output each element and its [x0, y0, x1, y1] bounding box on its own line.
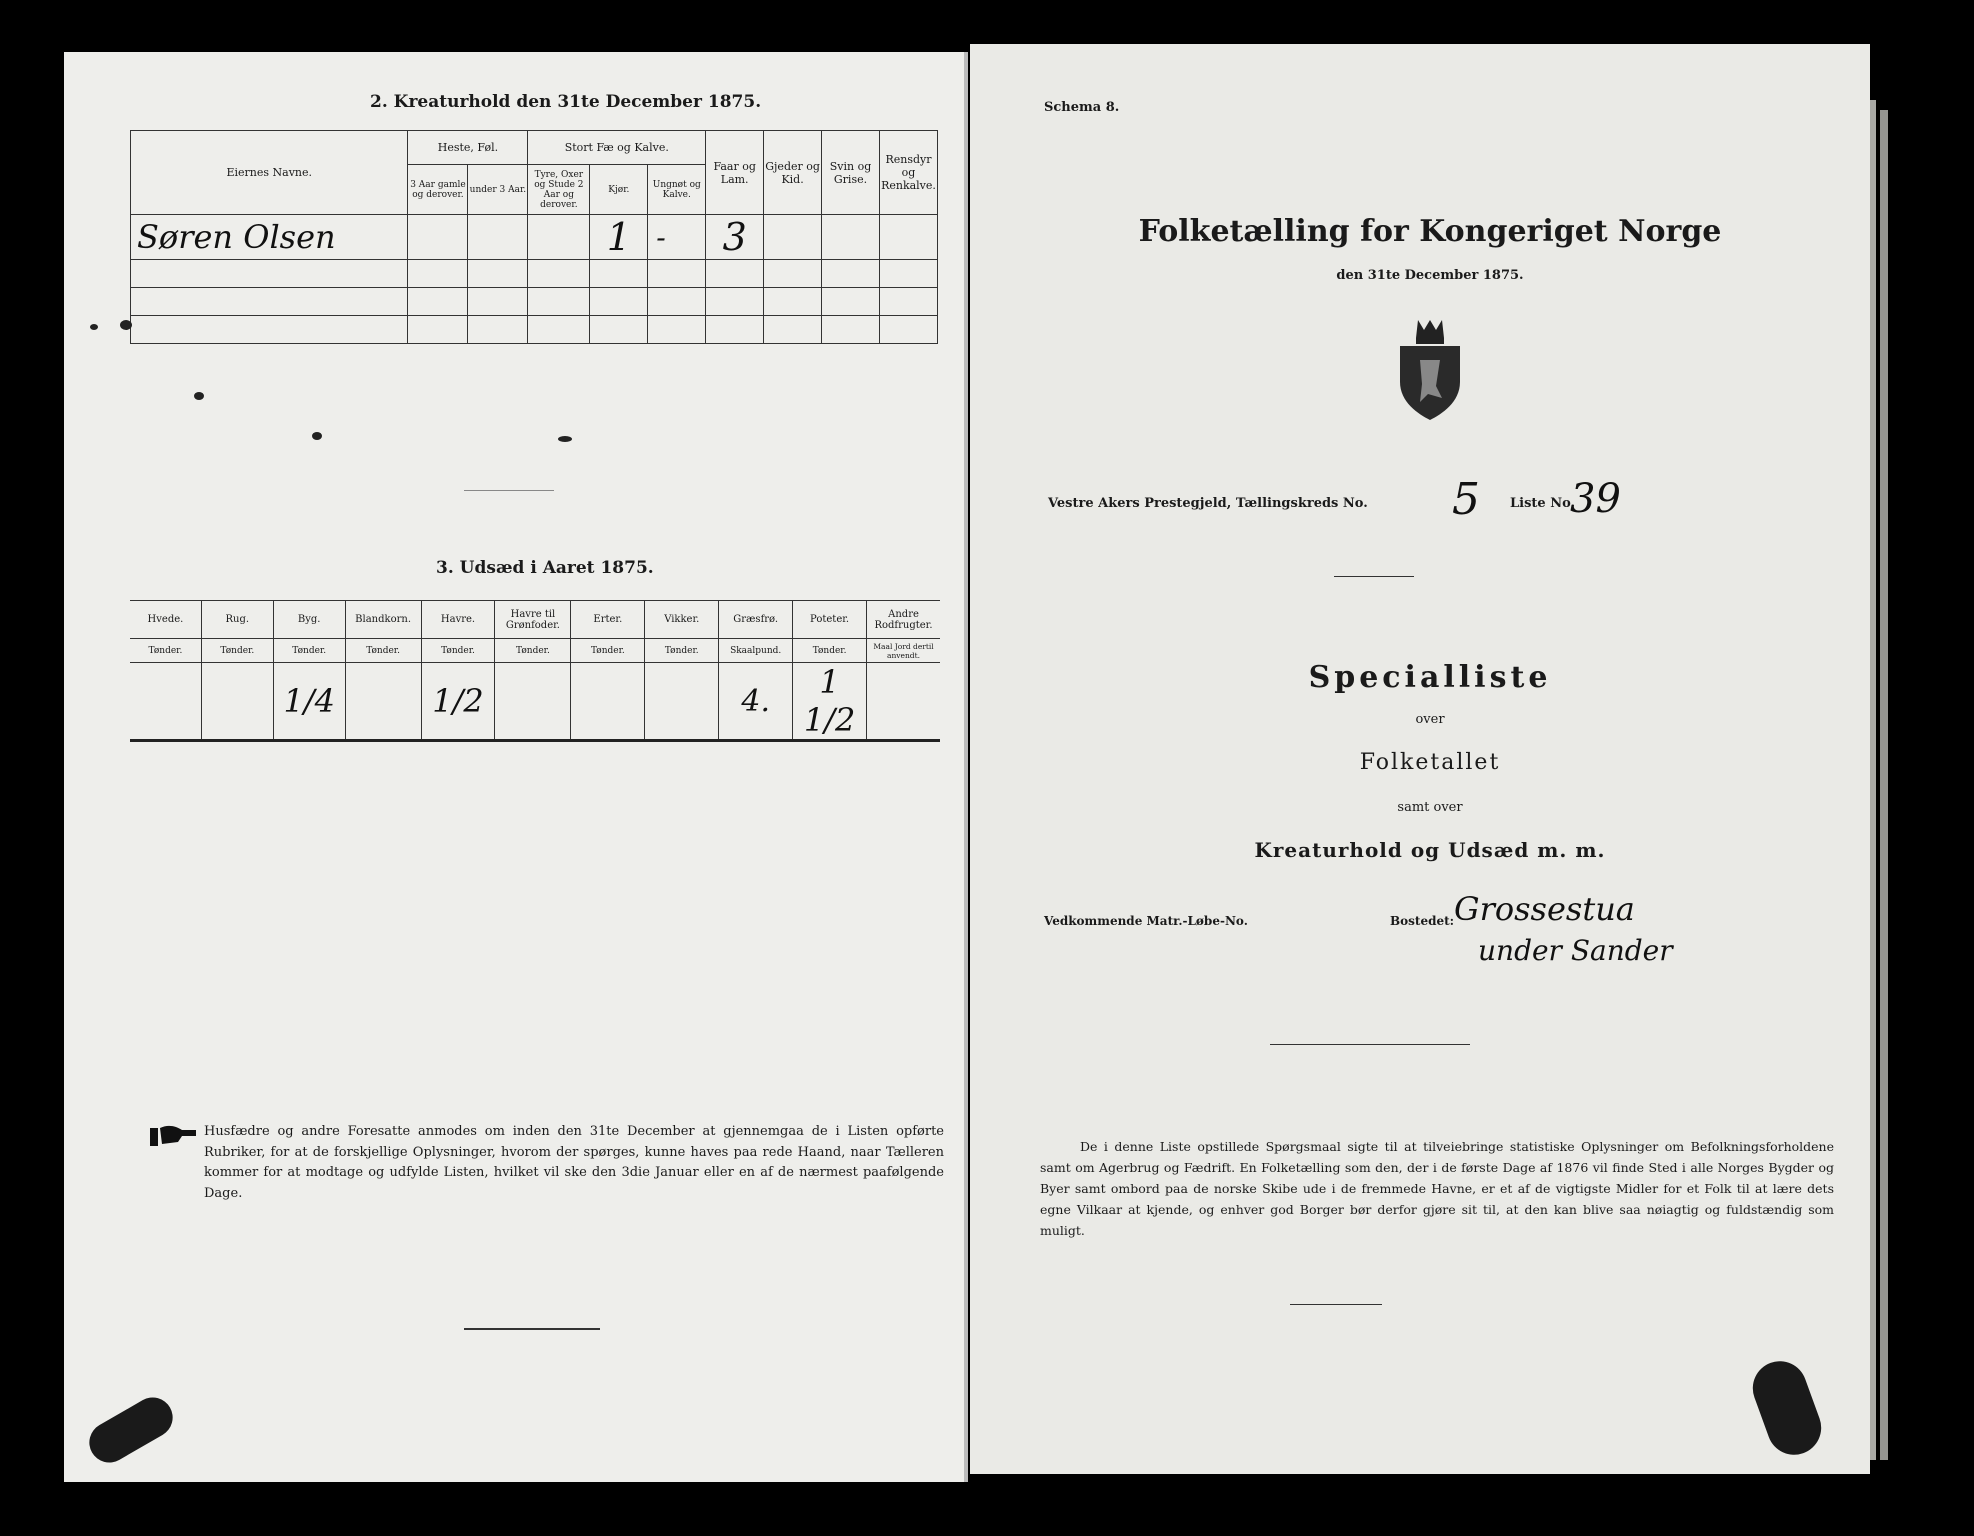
divider	[464, 490, 554, 491]
left-page	[64, 52, 968, 1482]
bosted-value-line1: Grossestua	[1454, 890, 1635, 928]
peas-header: Erter.	[571, 601, 645, 639]
unit-cell: Tønder.	[645, 639, 719, 663]
bosted-label: Bostedet:	[1390, 914, 1455, 928]
young-cattle-header: Ungnøt og Kalve.	[648, 165, 706, 215]
cows-value: 1	[606, 215, 631, 259]
kreaturhold-label: Kreaturhold og Udsæd m. m.	[1254, 838, 1606, 862]
cattle-group-header: Stort Fæ og Kalve.	[528, 131, 706, 165]
rye-header: Rug.	[201, 601, 273, 639]
mixed-header: Blandkorn.	[345, 601, 421, 639]
vetch-header: Vikker.	[645, 601, 719, 639]
sheep-value: 3	[722, 215, 747, 259]
sheep-header: Faar og Lam.	[706, 131, 764, 215]
unit-cell: Maal Jord dertil anvendt.	[867, 639, 940, 663]
divider	[464, 1328, 600, 1330]
samt-over-label: samt over	[1397, 800, 1463, 815]
unit-cell: Tønder.	[793, 639, 867, 663]
owner-cell	[131, 215, 408, 260]
oats-fodder-header: Havre til Grønfoder.	[495, 601, 571, 639]
unit-cell: Tønder.	[495, 639, 571, 663]
grass-value: 4.	[741, 683, 770, 719]
folketallet-label: Folketallet	[1359, 750, 1501, 775]
section2-title: 2. Kreaturhold den 31te December 1875.	[370, 92, 762, 112]
goats-header: Gjeder og Kid.	[764, 131, 822, 215]
unit-cell: Tønder.	[345, 639, 421, 663]
young-cattle-dash: -	[656, 220, 666, 254]
divider	[1270, 1044, 1470, 1045]
unit-cell: Tønder.	[201, 639, 273, 663]
main-title: Folketælling for Kongeriget Norge	[1138, 214, 1722, 249]
divider	[1290, 1304, 1382, 1305]
divider	[1334, 576, 1414, 577]
ink-blot	[312, 432, 322, 440]
ink-blot	[90, 324, 98, 330]
bosted-value-line2: under Sander	[1478, 934, 1673, 967]
district-number: 5	[1452, 474, 1480, 525]
reindeer-header: Rensdyr og Renkalve.	[879, 131, 937, 215]
parish-label: Vestre Akers Prestegjeld, Tællingskreds No.	[1048, 496, 1368, 511]
grass-header: Græsfrø.	[719, 601, 793, 639]
unit-cell: Tønder.	[130, 639, 201, 663]
ink-blot	[120, 320, 132, 330]
oats-value: 1/2	[432, 682, 484, 720]
barley-value: 1/4	[283, 682, 335, 720]
owner-name: Søren Olsen	[137, 218, 336, 256]
potatoes-header: Poteter.	[793, 601, 867, 639]
ink-blot	[194, 392, 204, 400]
bulls-header: Tyre, Oxer og Stude 2 Aar og derover.	[528, 165, 590, 215]
explanatory-paragraph: De i denne Liste opstillede Spørgsmaal sigte til at tilveiebringe statistiske Oplysninger om Befolkningsforholdene samt om Agerbrug og Fædrift. En Folketælling som den, der i de første Dage af 1876 vil finde Sted i alle Norges Bygder og Byer samt ombord paa de norske Skibe ude i de fremmede Havne, er et af de vigtigste Midler for et Folk til at lære dets egne Vilkaar at kjende, og enhver god Borger bør derfor gjøre sit til, at den kan blive saa nøiagtig og fuldstændig som muligt.	[1040, 1139, 1834, 1238]
schema-label: Schema 8.	[1044, 100, 1120, 115]
horses-under3-header: under 3 Aar.	[468, 165, 528, 215]
pointing-hand-icon	[148, 1122, 198, 1150]
seed-table	[130, 600, 940, 742]
horses-3yr-header: 3 Aar gamle og derover.	[408, 165, 468, 215]
notice-text: Husfædre og andre Foresatte anmodes om inden den 31te December at gjennemgaa de i Listen opførte Rubriker, for at de forskjellige Oplysninger, hvorom der spørges, kunne haves paa rede Haand, naar Tælleren kommer for at modtage og udfylde Listen, hvilket vil ske den 3die Januar eller en af de nærmest paafølgende Dage.	[204, 1124, 944, 1201]
page-edge	[1880, 110, 1888, 1460]
list-label: Liste No.	[1510, 496, 1576, 511]
coat-of-arms-icon	[1390, 316, 1470, 422]
unit-cell: Tønder.	[421, 639, 495, 663]
cows-header: Kjør.	[590, 165, 648, 215]
unit-cell: Tønder.	[273, 639, 345, 663]
wheat-header: Hvede.	[130, 601, 201, 639]
matr-label: Vedkommende Matr.-Løbe-No.	[1044, 914, 1248, 928]
potatoes-value: 1 1/2	[803, 663, 856, 739]
over-label: over	[1415, 712, 1445, 727]
special-list-title: Specialliste	[1308, 660, 1552, 695]
livestock-table	[130, 130, 938, 344]
ink-blot	[558, 436, 572, 442]
section3-title: 3. Udsæd i Aaret 1875.	[436, 558, 654, 578]
census-date: den 31te December 1875.	[1336, 268, 1524, 283]
pigs-header: Svin og Grise.	[822, 131, 880, 215]
barley-header: Byg.	[273, 601, 345, 639]
other-header: Andre Rodfrugter.	[867, 601, 940, 639]
unit-cell: Skaalpund.	[719, 639, 793, 663]
owner-name-header: Eiernes Navne.	[131, 131, 408, 215]
unit-cell: Tønder.	[571, 639, 645, 663]
right-page	[970, 44, 1870, 1474]
horses-group-header: Heste, Føl.	[408, 131, 528, 165]
oats-header: Havre.	[421, 601, 495, 639]
list-number: 39	[1570, 476, 1621, 522]
